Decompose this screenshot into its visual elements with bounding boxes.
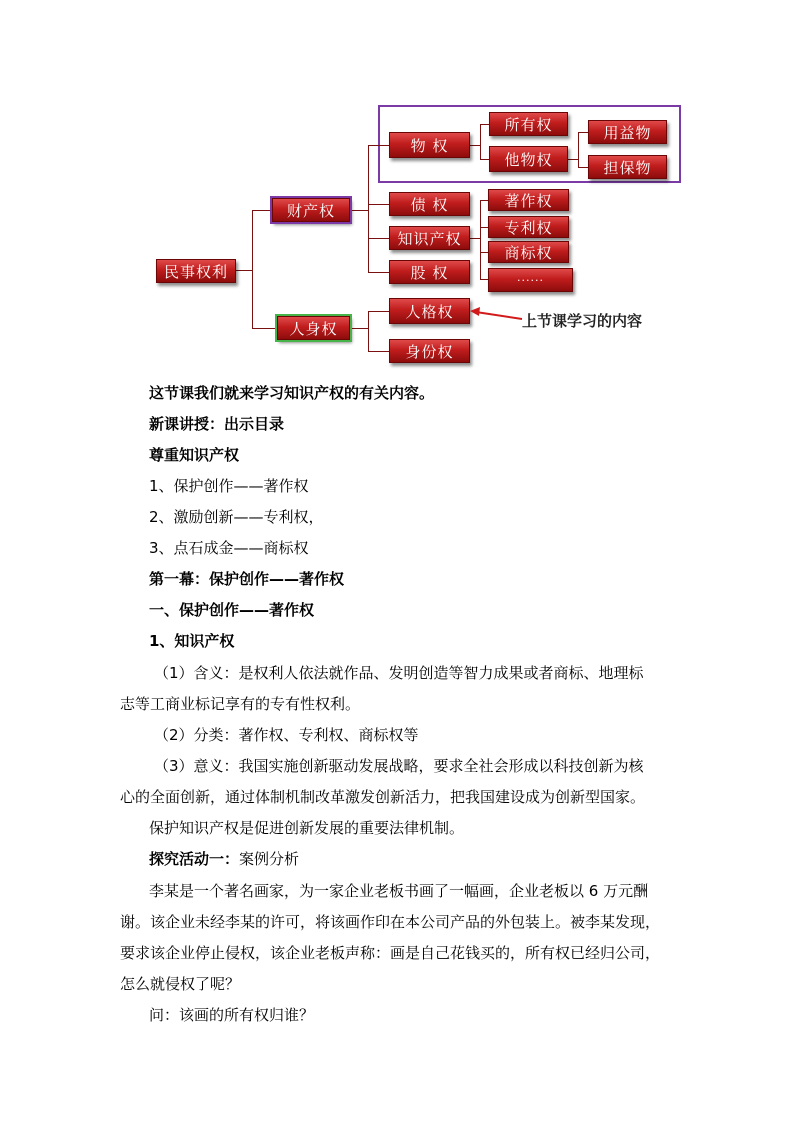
toc-item-1: 1、保护创作——著作权	[149, 477, 309, 495]
connector	[480, 227, 488, 228]
connector	[480, 200, 481, 279]
connector	[368, 145, 369, 272]
node-patent: 专利权	[488, 216, 569, 238]
connector	[480, 252, 488, 253]
arrow-left-icon	[468, 304, 524, 324]
connector	[480, 124, 489, 125]
node-security: 担保物	[588, 155, 667, 179]
connector	[350, 210, 368, 211]
connector	[480, 124, 481, 159]
connector	[252, 210, 272, 211]
explore-heading	[149, 849, 299, 869]
connector	[568, 159, 578, 160]
connector	[470, 145, 480, 146]
case-line-3: 要求该企业停止侵权，该企业老板声称：画是自己花钱买的，所有权已经归公司，	[120, 944, 661, 962]
topic-heading: 尊重知识产权	[149, 446, 240, 464]
civil-rights-diagram	[0, 0, 793, 380]
lecture-heading: 新课讲授：出示目录	[149, 415, 285, 433]
classification-text: （2）分类：著作权、专利权、商标权等	[154, 726, 419, 744]
connector	[368, 204, 389, 205]
question-text: 问：该画的所有权归谁？	[149, 1006, 315, 1024]
node-usufruct: 用益物	[588, 120, 667, 144]
meaning-line-1: （3）意义：我国实施创新驱动发展战略，要求全社会形成以科技创新为核	[154, 757, 644, 775]
connector	[236, 270, 252, 271]
toc-item-3: 3、点石成金——商标权	[149, 539, 309, 557]
connector	[470, 238, 480, 239]
subsection-heading: 1、知识产权	[149, 632, 235, 650]
node-ip-right: 知识产权	[389, 226, 470, 250]
case-line-1: 李某是一个著名画家，为一家企业老板书画了一幅画，企业老板以 6 万元酬	[149, 882, 649, 900]
section-heading: 一、保护创作——著作权	[149, 601, 315, 619]
toc-item-2: 2、激励创新——专利权，	[149, 508, 324, 526]
node-personal-right: 人身权	[277, 316, 350, 340]
node-ownership: 所有权	[489, 112, 568, 136]
meaning-line-2: 心的全面创新，通过体制机制改革激发创新活力，把我国建设成为创新型国家。	[120, 788, 646, 806]
node-copyright: 著作权	[488, 189, 569, 211]
node-real-right: 物 权	[389, 132, 470, 158]
connector	[368, 272, 389, 273]
node-property-right: 财产权	[272, 198, 350, 222]
connector	[368, 238, 389, 239]
case-line-2: 谢。该企业未经李某的许可，将该画作印在本公司产品的外包装上。被李某发现，	[120, 913, 661, 931]
connector	[368, 311, 389, 312]
protection-text: 保护知识产权是促进创新发展的重要法律机制。	[149, 819, 465, 837]
intro-text: 这节课我们就来学习知识产权的有关内容。	[149, 384, 435, 402]
node-trademark: 商标权	[488, 241, 569, 263]
explore-label: 探究活动一：	[149, 850, 240, 868]
connector	[368, 311, 369, 351]
previous-lesson-note: 上节课学习的内容	[522, 312, 643, 330]
node-other-real-right: 他物权	[489, 146, 568, 172]
node-debt-right: 债 权	[389, 192, 470, 216]
connector	[578, 132, 588, 133]
connector	[252, 328, 277, 329]
act-heading: 第一幕：保护创作——著作权	[149, 570, 345, 588]
connector	[578, 167, 588, 168]
node-equity-right: 股 权	[389, 260, 470, 284]
node-personality-right: 人格权	[389, 298, 470, 324]
connector	[480, 279, 488, 280]
connector	[350, 328, 368, 329]
explore-topic: 案例分析	[239, 850, 300, 868]
definition-line-2: 志等工商业标记享有的专有性权利。	[120, 695, 361, 713]
case-line-4: 怎么就侵权了呢？	[120, 975, 241, 993]
connector	[480, 200, 488, 201]
node-civil-rights: 民事权利	[156, 259, 236, 283]
connector	[368, 351, 389, 352]
connector	[480, 159, 489, 160]
connector	[368, 145, 389, 146]
connector	[252, 210, 253, 328]
node-identity-right: 身份权	[389, 339, 470, 363]
definition-line-1: （1）含义：是权利人依法就作品、发明创造等智力成果或者商标、地理标	[154, 664, 644, 682]
node-more: ······	[488, 268, 573, 292]
connector	[578, 132, 579, 167]
